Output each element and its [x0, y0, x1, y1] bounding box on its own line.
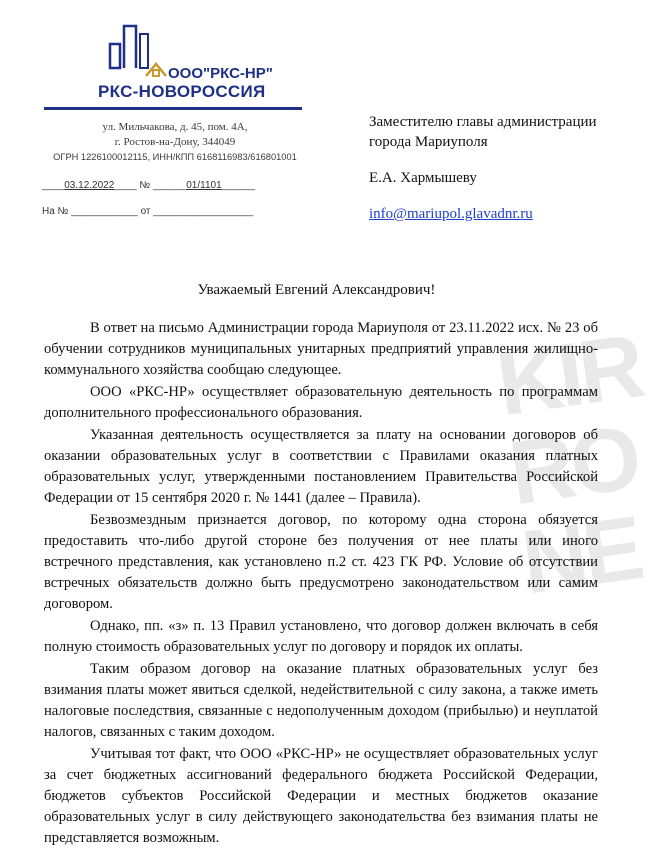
address-line-2: г. Ростов-на-Дону, 344049 — [114, 136, 236, 148]
reply-label: На № — [42, 206, 69, 217]
body-paragraph: Указанная деятельность осуществляется за плату на основании договоров об оказании образовательных услуг в соответствии с Правилами оказания платных образовательных услуг, утвержденными постановлением Правительства Российской Федерации от 15 сентября 2020 г. № 1441 (далее – Правила). — [44, 427, 598, 506]
company-address — [44, 120, 306, 165]
address-line-1: ул. Мильчакова, д. 45, пом. 4А, — [102, 121, 248, 133]
outgoing-reference: ____03.12.2022____ № ______01/1101______ — [42, 180, 256, 191]
addressee-block — [369, 112, 619, 224]
letter-number: 01/1101 — [186, 180, 222, 191]
addressee-position: Заместителю главы администрации города Мариуполя — [369, 114, 597, 150]
number-prefix: № — [139, 180, 151, 191]
body-paragraph: Безвозмездным признается договор, по которому одна сторона обязуется предоставить что-либо другой стороне без получения от нее платы или иного встречного представления, как установлено п.2 ст. 423 ГК РФ. Условие об отсутствии встречных обязательств должно быть предусмотрено законодательством или самим договором. — [44, 512, 598, 612]
company-ids: ОГРН 1226100012115, ИНН/КПП 6168116983/616801001 — [53, 152, 297, 162]
letter-body — [44, 318, 598, 849]
reply-from-label: от — [140, 206, 151, 217]
addressee-name: Е.А. Хармышеву — [369, 170, 477, 186]
addressee-email-link[interactable]: info@mariupol.glavadnr.ru — [369, 206, 533, 222]
letterhead-divider — [44, 107, 302, 110]
company-short-name: ООО"РКС-НР" — [168, 65, 273, 82]
incoming-reference: На № ____________ от __________________ — [42, 206, 254, 217]
body-paragraph: Учитывая тот факт, что ООО «РКС-НР» не осуществляет образовательных услуг за счет бюджетных ассигнований федерального бюджета Российской Федерации, бюджетов субъектов Российской Федерации и местных бюджетов оказание образовательных услуг в силу действующего законодательства без взимания платы не представляется возможным. — [44, 746, 598, 846]
body-paragraph: Таким образом договор на оказание платных образовательных услуг без взимания платы может явиться сделкой, недействительной с силу закона, а также иметь налоговые последствия, связанные с недополученным доходом (прибылью) и неуплатой налогов, связанных с таким доходом. — [44, 661, 598, 740]
letter-date: 03.12.2022 — [64, 180, 115, 191]
salutation: Уважаемый Евгений Александрович! — [197, 282, 436, 298]
body-paragraph: ООО «РКС-НР» осуществляет образовательную деятельность по программам дополнительного профессионального образования. — [44, 384, 598, 421]
company-full-name: РКС-НОВОРОССИЯ — [98, 82, 266, 101]
background-watermark: KIR RO NE — [491, 316, 647, 614]
body-paragraph: Однако, пп. «з» п. 13 Правил установлено, что договор должен включать в себя полную стоимость образовательных услуг по договору и порядок их оплаты. — [44, 618, 598, 655]
body-paragraph: В ответ на письмо Администрации города Мариуполя от 23.11.2022 исх. № 23 об обучении сотрудников муниципальных унитарных предприятий управления жилищно-коммунального хозяйства сообщаю следующее. — [44, 320, 598, 378]
